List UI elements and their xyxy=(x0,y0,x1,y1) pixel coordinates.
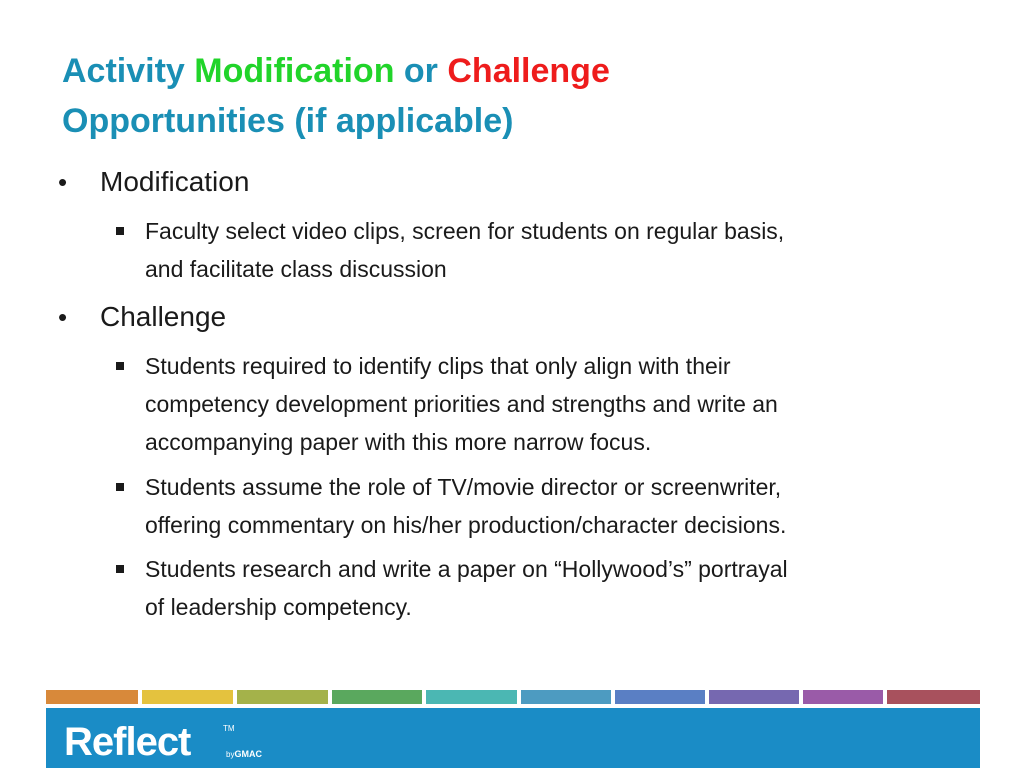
sub-bullet-line: Students assume the role of TV/movie director or screenwriter, xyxy=(145,474,782,500)
title-challenge: Challenge xyxy=(447,52,610,90)
strip-segment xyxy=(426,690,517,704)
bullet-dot: • xyxy=(58,302,68,332)
sub-bullet-line: and facilitate class discussion xyxy=(145,256,447,282)
strip-segment xyxy=(142,690,233,704)
sub-bullet-hollywood-paper xyxy=(145,550,975,626)
bullet-challenge xyxy=(58,300,227,334)
sub-bullet-identify-clips xyxy=(145,347,975,461)
square-bullet xyxy=(116,483,124,491)
trademark-mark: TM xyxy=(223,724,235,733)
sub-bullet-line: Students required to identify clips that only align with their xyxy=(145,353,731,379)
reflect-logo: Reflect xyxy=(64,720,191,764)
strip-segment xyxy=(615,690,705,704)
sub-bullet-line: offering commentary on his/her production/character decisions. xyxy=(145,512,787,538)
square-bullet xyxy=(116,362,124,370)
sub-bullet-line: competency development priorities and strengths and write an xyxy=(145,391,778,417)
title-activity: Activity xyxy=(62,52,195,90)
title-modification: Modification xyxy=(194,52,395,90)
bullet-modification xyxy=(58,165,250,199)
strip-segment xyxy=(521,690,611,704)
strip-segment xyxy=(803,690,883,704)
gmac-brand: GMAC xyxy=(234,749,262,759)
sub-bullet-line: accompanying paper with this more narrow focus. xyxy=(145,429,652,455)
strip-segment xyxy=(237,690,328,704)
by-gmac-label xyxy=(226,749,262,759)
bullet-heading: Challenge xyxy=(100,301,227,332)
strip-segment xyxy=(709,690,799,704)
strip-segment xyxy=(887,690,980,704)
square-bullet xyxy=(116,227,124,235)
strip-segment xyxy=(332,690,422,704)
bullet-heading: Modification xyxy=(100,166,250,197)
title-or: or xyxy=(394,52,448,90)
sub-bullet-line: of leadership competency. xyxy=(145,594,412,620)
sub-bullet-faculty xyxy=(145,212,975,288)
by-text: by xyxy=(226,750,235,759)
sub-bullet-director-role xyxy=(145,468,975,544)
square-bullet xyxy=(116,565,124,573)
title-line-2: Opportunities (if applicable) xyxy=(62,102,514,140)
bullet-dot: • xyxy=(58,167,68,197)
sub-bullet-line: Students research and write a paper on “Hollywood’s” portrayal xyxy=(145,556,788,582)
strip-segment xyxy=(46,690,138,704)
sub-bullet-line: Faculty select video clips, screen for students on regular basis, xyxy=(145,218,785,244)
